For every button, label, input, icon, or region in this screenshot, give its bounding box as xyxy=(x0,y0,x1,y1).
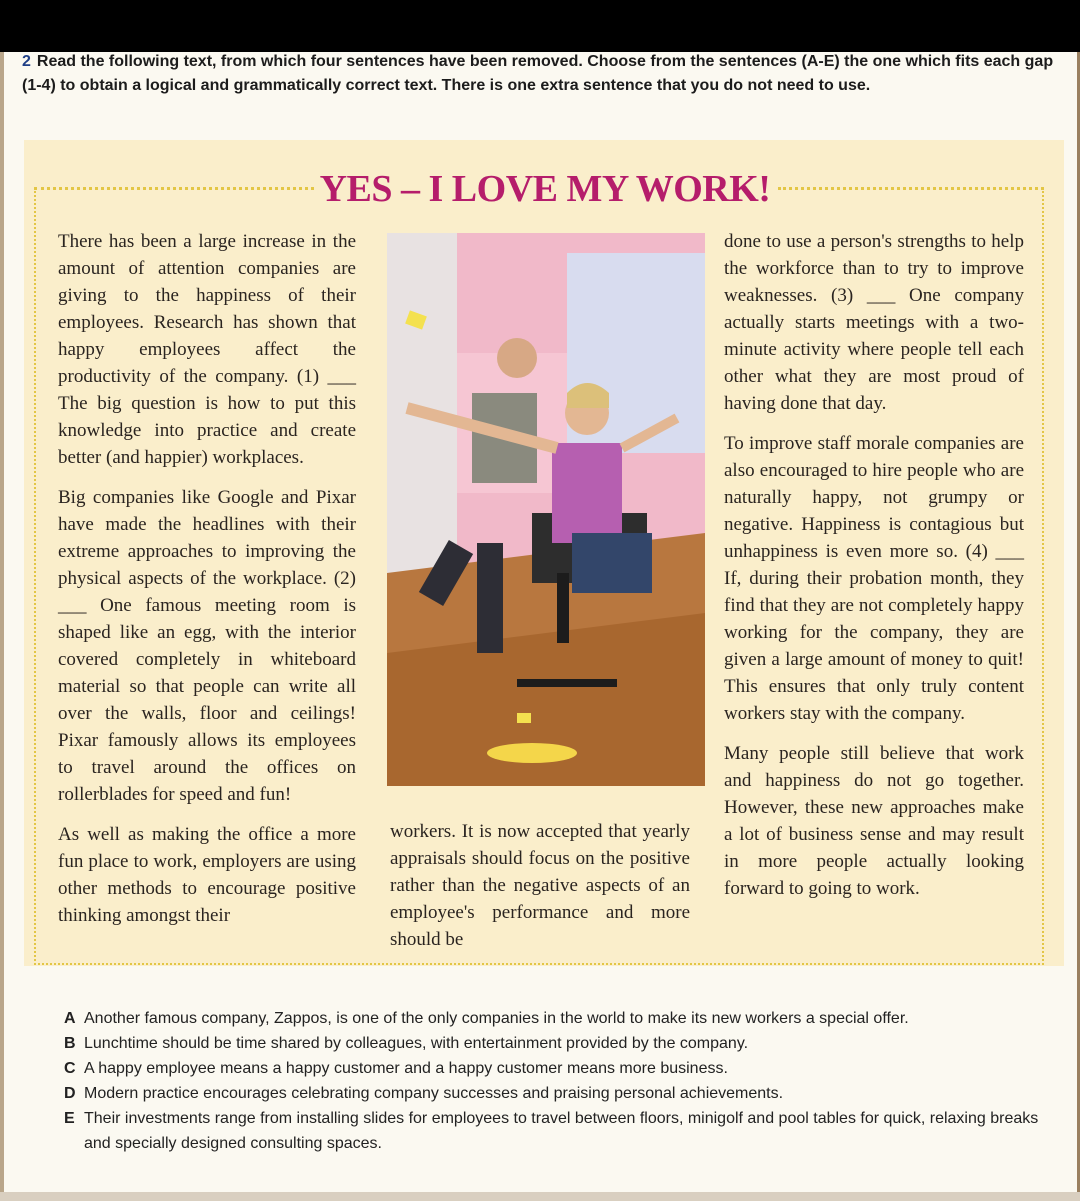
office-illustration xyxy=(387,233,705,786)
option-letter: A xyxy=(64,1010,76,1027)
office-photo xyxy=(387,233,705,786)
paragraph-staff-morale: To improve staff morale companies are also encouraged to hire people who are naturally happy, not grumpy or negative. Happiness is contagious but unhappiness is even more so. (4) ___ If, during their probation month, they find that they are not completely happy working for the company, they are given a large amount of money to quit! This ensures that only truly content workers stay with the company. xyxy=(724,433,1024,724)
option-c xyxy=(64,1056,1044,1081)
article-column-2 xyxy=(390,818,690,966)
article-column-3 xyxy=(724,228,1024,915)
option-letter: D xyxy=(64,1085,76,1102)
option-letter: E xyxy=(64,1110,75,1127)
option-text: Their investments range from installing slides for employees to travel between floors, minigolf and pool tables for quick, relaxing breaks and specially designed consulting spaces. xyxy=(84,1110,1039,1152)
option-d xyxy=(64,1081,1044,1106)
option-letter: C xyxy=(64,1060,76,1077)
answer-options-list xyxy=(64,1006,1044,1156)
article-column-1 xyxy=(58,228,356,942)
paragraph-google-pixar: Big companies like Google and Pixar have made the headlines with their extreme approaches to improving the physical aspects of the workplace. (2) ___ One famous meeting room is shaped like an egg, with the interior covered completely in whiteboard material so that people can write all over the walls, floor and ceilings! Pixar famously allows its employees to travel around the offices on rollerblades for speed and fun! xyxy=(58,487,356,805)
option-text: Modern practice encourages celebrating company successes and praising personal achievements. xyxy=(84,1085,784,1102)
exercise-instructions xyxy=(22,50,1067,98)
page-left-edge xyxy=(0,52,4,1201)
article-title: YES – I LOVE MY WORK! xyxy=(319,168,771,210)
option-e xyxy=(64,1106,1044,1156)
page-bottom-edge xyxy=(0,1192,1080,1201)
option-a xyxy=(64,1006,1044,1031)
paragraph-conclusion: Many people still believe that work and happiness do not go together. However, these new approaches make a lot of business sense and may result in more people actually looking forward to going to work. xyxy=(724,743,1024,899)
option-letter: B xyxy=(64,1035,76,1052)
instructions-text: Read the following text, from which four sentences have been removed. Choose from the sentences (A-E) the one which fits each gap (1-4) to obtain a logical and grammatically correct text. There is one extra sentence that you do not need to use. xyxy=(22,53,1054,94)
paragraph-appraisals: workers. It is now accepted that yearly appraisals should focus on the positive rather than the negative aspects of an employee's performance and more should be xyxy=(390,821,690,950)
option-text: Lunchtime should be time shared by colleagues, with entertainment provided by the company. xyxy=(84,1035,749,1052)
option-text: A happy employee means a happy customer and a happy customer means more business. xyxy=(84,1060,728,1077)
paragraph-intro: There has been a large increase in the amount of attention companies are giving to the happiness of their employees. Research has shown that happy employees affect the productivity of the company. (1) ___ The big question is how to put this knowledge into practice and create better (and happier) workplaces. xyxy=(58,231,356,468)
top-black-bar xyxy=(0,0,1080,52)
exercise-number: 2 xyxy=(22,53,31,70)
paragraph-methods-start: As well as making the office a more fun place to work, employers are using other methods to encourage positive thinking amongst their xyxy=(58,824,356,926)
option-b xyxy=(64,1031,1044,1056)
paragraph-strengths: done to use a person's strengths to help the workforce than to try to improve weaknesses. (3) ___ One company actually starts meetings with a two-minute activity where people tell each other what they are most proud of having done that day. xyxy=(724,231,1024,414)
option-text: Another famous company, Zappos, is one of the only companies in the world to make its new workers a special offer. xyxy=(84,1010,909,1027)
